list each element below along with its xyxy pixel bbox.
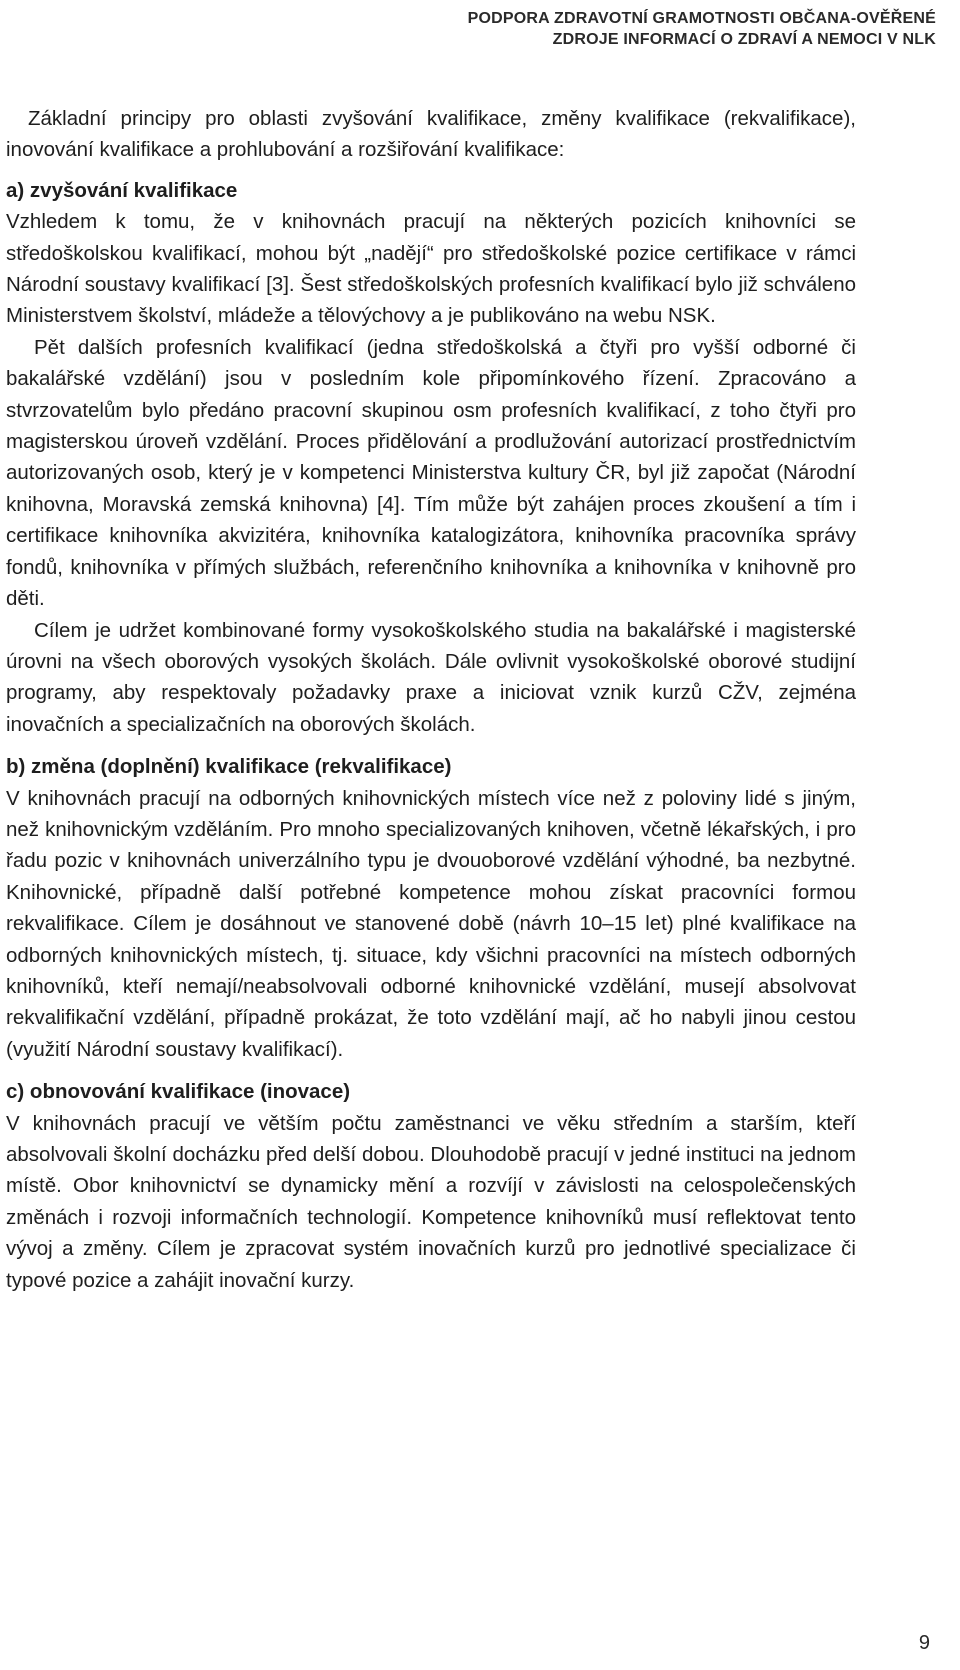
page-number: 9 bbox=[918, 1632, 930, 1654]
running-header-line-1: PODPORA ZDRAVOTNÍ GRAMOTNOSTI OBČANA-OVĚŘENÉ bbox=[467, 10, 936, 27]
section-b-paragraph-1: V knihovnách pracují na odborných knihovnických místech více než z poloviny lidé s jiným, než knihovnickým vzděláním. Pro mnoho specializovaných knihoven, včetně lékařských, i pro řadu pozic v knihovnách univerzálního typu je dvouoborové vzdělání výhodné, ba nezbytné. Knihovnické, případně další potřebné kompetence mohou získat pracovníci formou rekvalifikace. Cílem je dosáhnout ve stanovené době (návrh 10–15 let) plné kvalifikace na odborných knihovnických místech, tj. situace, kdy všichni pracovníci na místech odborných knihovníků, kteří nemají/neabsolvovali odborné knihovnické vzdělání, musejí absolvovat rekvalifikační vzdělání, případně prokázat, že toto vzdělání mají, ač ho nabyli jinou cestou (využití Národní soustavy kvalifikací). bbox=[6, 786, 856, 1061]
section-c bbox=[6, 1076, 856, 1296]
section-c-paragraph-1: V knihovnách pracují ve větším počtu zaměstnanci ve věku středním a starším, kteří absolvovali školní docházku před delší dobou. Dlouhodobě pracují v jedné instituci na jednom místě. Obor knihovnictví se dynamicky mění a rozvíjí v závislosti na celospolečenských změnách i rozvoji informačních technologií. Kompetence knihovníků musí reflektovat tento vývoj a změny. Cílem je zpracovat systém inovačních kurzů pro jednotlivé specializace či typové pozice a zahájit inovační kurzy. bbox=[6, 1111, 856, 1292]
running-header-line-2: ZDROJE INFORMACÍ O ZDRAVÍ A NEMOCI V NLK bbox=[552, 31, 936, 48]
section-a-paragraph-2: Pět dalších profesních kvalifikací (jedna středoškolská a čtyři pro vyšší odborné či bakalářské vzdělání) jsou v posledním kole připomínkového řízení. Zpracováno a stvrzovatelům bylo předáno pracovní skupinou osm profesních kvalifikací, z toho čtyři pro magisterskou úroveň vzdělání. Proces přidělování a prodlužování autorizací prostřednictvím autorizovaných osob, který je v kompetenci Ministerstva kultury ČR, byl již započat (Národní knihovna, Moravská zemská knihovna) [4]. Tím může být zahájen proces zkoušení a tím i certifikace knihovníka akvizitéra, knihovníka katalogizátora, knihovníka pracovníka správy fondů, knihovníka v přímých službách, referenčního knihovníka a knihovníka v knihovně pro děti. bbox=[6, 335, 856, 611]
section-b bbox=[6, 751, 856, 1065]
section-b-heading: b) změna (doplnění) kvalifikace (rekvalifikace) bbox=[6, 755, 452, 779]
section-a-paragraph-1: Vzhledem k tomu, že v knihovnách pracují na některých pozicích knihovníci se středoškolskou kvalifikací, mohou být „nadějí“ pro středoškolské pozice certifikace v rámci Národní soustavy kvalifikací [3]. Šest středoškolských profesních kvalifikací bylo již schváleno Ministerstvem školství, mládeže a tělovýchovy a je publikováno na webu NSK. bbox=[6, 210, 856, 328]
document-body bbox=[6, 103, 856, 1307]
section-c-heading: c) obnovování kvalifikace (inovace) bbox=[6, 1080, 351, 1104]
section-a-heading: a) zvyšování kvalifikace bbox=[6, 178, 238, 202]
running-header bbox=[236, 8, 936, 50]
section-a-paragraph-3: Cílem je udržet kombinované formy vysokoškolského studia na bakalářské i magisterské úrovni na všech oborových vysokých školách. Dále ovlivnit vysokoškolské oborové studijní programy, aby respektovaly požadavky praxe a iniciovat vznik kurzů CŽV, zejména inovačních a specializačních na oborových školách. bbox=[6, 618, 856, 736]
intro-paragraph: Základní principy pro oblasti zvyšování kvalifikace, změny kvalifikace (rekvalifikace), inovování kvalifikace a prohlubování a rozšiřování kvalifikace: bbox=[6, 107, 856, 162]
section-a bbox=[6, 175, 856, 740]
